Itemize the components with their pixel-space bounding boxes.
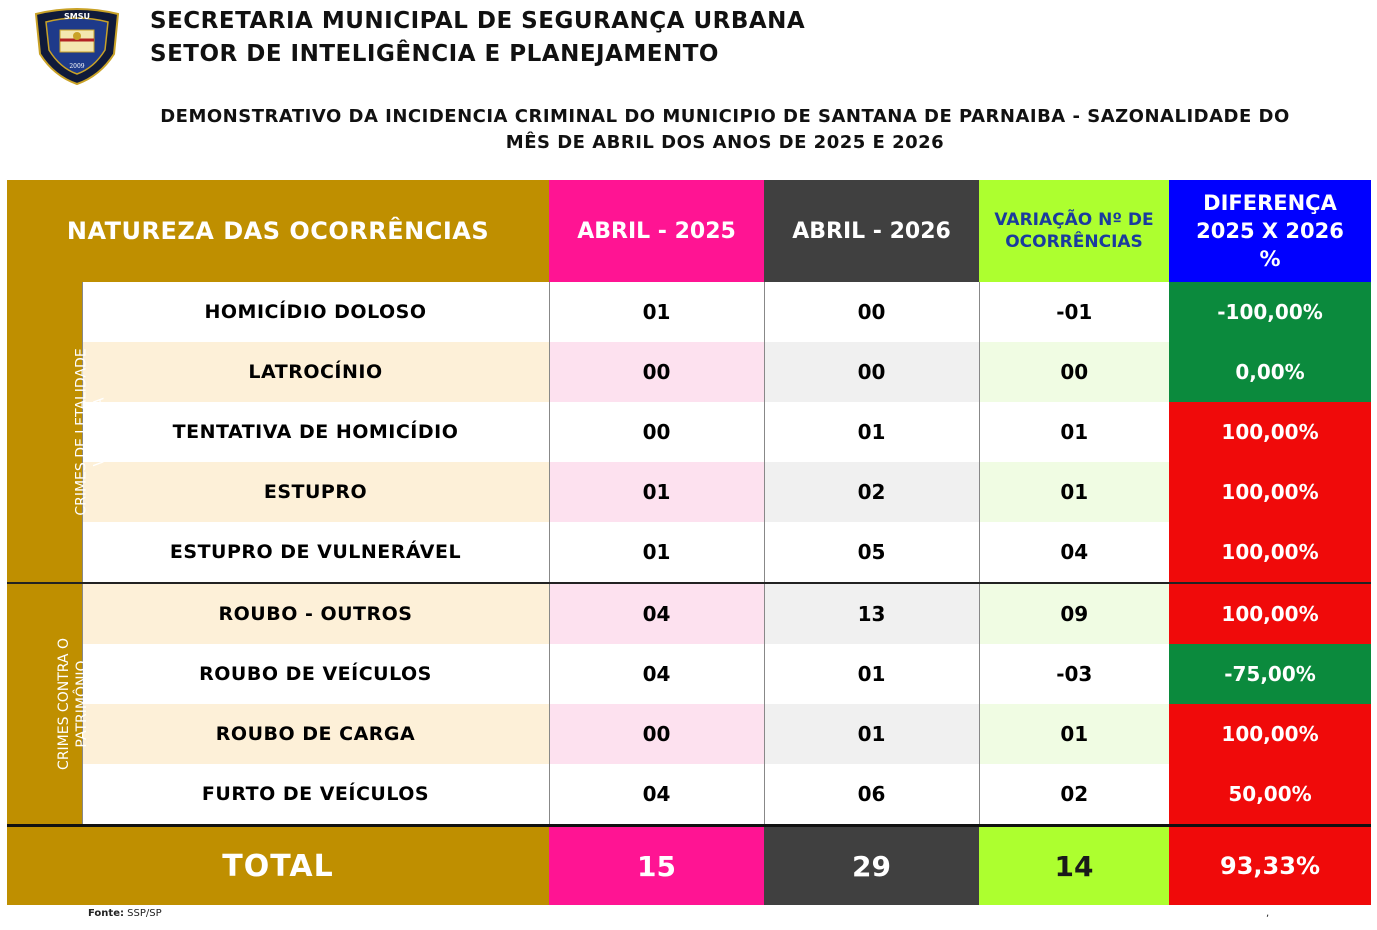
group-label-lethal [7,282,108,583]
header-title-line1: SECRETARIA MUNICIPAL DE SEGURANÇA URBANA [150,8,806,34]
header-variation-line1: VARIAÇÃO Nº DE [994,210,1154,230]
table-row [7,704,1371,764]
subtitle-line2: MÊS DE ABRIL DOS ANOS DE 2025 E 2026 [505,132,945,153]
value-2025: 00 [549,402,764,462]
source-label: Fonte: [88,908,124,919]
crime-name: LATROCÍNIO [82,342,549,402]
total-label: TOTAL [7,826,549,906]
crime-name: ROUBO DE CARGA [82,704,549,764]
group-property-line1: CRIMES CONTRA O [55,638,72,770]
value-difference: 100,00% [1169,704,1371,764]
value-2026: 13 [764,583,979,644]
value-2026: 02 [764,462,979,522]
value-difference: -100,00% [1169,282,1371,342]
value-2026: 01 [764,644,979,704]
total-2025: 15 [549,826,764,906]
value-variation: 04 [979,522,1169,583]
value-variation: 00 [979,342,1169,402]
table-row [7,644,1371,704]
value-difference: 100,00% [1169,462,1371,522]
value-2025: 04 [549,644,764,704]
group-lethal-line1: CRIMES DE LETALIDADE [73,348,90,516]
crime-name: TENTATIVA DE HOMICÍDIO [82,402,549,462]
value-variation: 02 [979,764,1169,826]
header-variation-line2: OCORRÊNCIAS [1005,232,1143,252]
table-row [7,583,1371,644]
value-variation: 01 [979,402,1169,462]
value-2025: 01 [549,462,764,522]
header-april-2026: ABRIL - 2026 [764,180,979,282]
crime-name: ESTUPRO DE VULNERÁVEL [82,522,549,583]
value-variation: 01 [979,462,1169,522]
value-2026: 06 [764,764,979,826]
smsu-logo [30,6,124,86]
value-2025: 00 [549,342,764,402]
value-2025: 00 [549,704,764,764]
group-label-property [7,583,90,826]
value-difference: 100,00% [1169,522,1371,583]
svg-text:2009: 2009 [69,63,85,70]
value-2026: 00 [764,282,979,342]
table-row [7,282,1371,342]
header-variation [979,180,1169,282]
value-2025: 01 [549,282,764,342]
group-lethal-line2: VIOLENTA [91,397,108,467]
header-difference [1169,180,1371,282]
value-2025: 01 [549,522,764,583]
value-2026: 01 [764,704,979,764]
total-2026: 29 [764,826,979,906]
header-difference-line1: DIFERENÇA [1203,191,1337,215]
value-2026: 05 [764,522,979,583]
svg-text:SMSU: SMSU [64,12,90,21]
value-variation: 01 [979,704,1169,764]
total-variation: 14 [979,826,1169,906]
value-variation: -01 [979,282,1169,342]
value-2025: 04 [549,583,764,644]
value-variation: 09 [979,583,1169,644]
header-difference-line2: 2025 X 2026 [1196,219,1344,243]
total-row [7,826,1371,906]
value-variation: -03 [979,644,1169,704]
value-2026: 01 [764,402,979,462]
value-difference: 100,00% [1169,402,1371,462]
subtitle-line1: DEMONSTRATIVO DA INCIDENCIA CRIMINAL DO MUNICIPIO DE SANTANA DE PARNAIBA - SAZONALIDADE DO [160,106,1290,127]
crime-name: HOMICÍDIO DOLOSO [82,282,549,342]
crime-table [7,180,1371,905]
crime-name: ROUBO DE VEÍCULOS [82,644,549,704]
table-header-row [7,180,1371,282]
source-value: SSP/SP [127,908,162,919]
header-april-2025: ABRIL - 2025 [549,180,764,282]
table-row [7,342,1371,402]
table-row [7,764,1371,826]
header-nature: NATUREZA DAS OCORRÊNCIAS [7,180,549,282]
crime-name: ROUBO - OUTROS [82,583,549,644]
value-difference: 0,00% [1169,342,1371,402]
crime-name: ESTUPRO [82,462,549,522]
crime-name: FURTO DE VEÍCULOS [82,764,549,826]
header-title-line2: SETOR DE INTELIGÊNCIA E PLANEJAMENTO [150,41,719,67]
source-note [88,908,162,919]
value-difference: 100,00% [1169,583,1371,644]
header-difference-line3: % [1259,247,1281,271]
table-row [7,402,1371,462]
value-difference: 50,00% [1169,764,1371,826]
value-2025: 04 [549,764,764,826]
table-row [7,462,1371,522]
value-difference: -75,00% [1169,644,1371,704]
group-property-line2: PATRIMÔNIO [73,660,90,748]
report-subtitle [60,104,1377,156]
total-difference: 93,33% [1169,826,1371,906]
value-2026: 00 [764,342,979,402]
table-row [7,522,1371,583]
footer-mark: , [1266,908,1270,919]
